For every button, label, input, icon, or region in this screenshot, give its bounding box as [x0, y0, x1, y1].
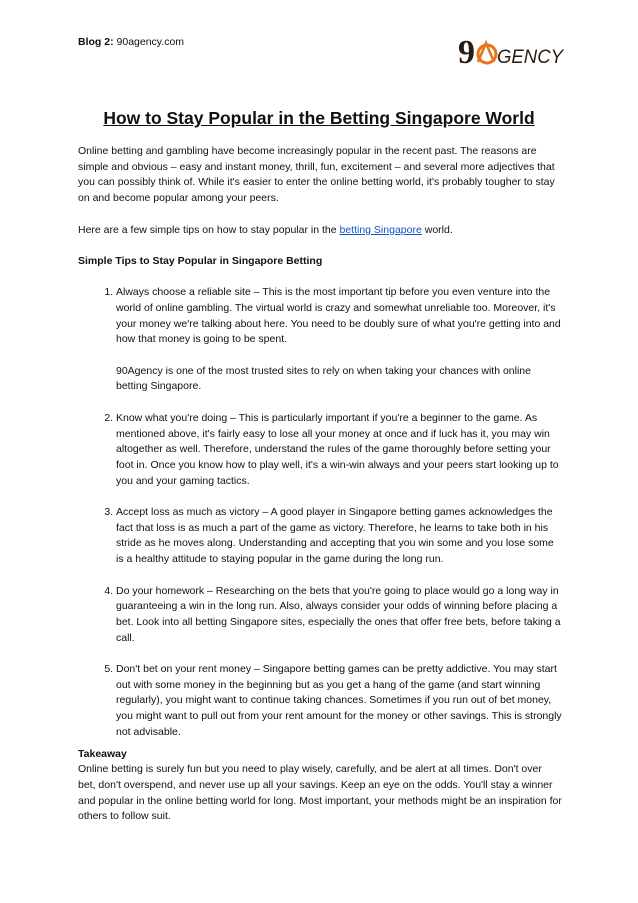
tips-heading: Simple Tips to Stay Popular in Singapore Betting — [78, 254, 323, 267]
takeaway-heading: Takeaway — [78, 747, 127, 760]
betting-singapore-link[interactable]: betting Singapore — [339, 223, 422, 236]
tips-intro-after: world. — [421, 223, 453, 236]
page-title: How to Stay Popular in the Betting Singapore World — [103, 108, 535, 128]
tip-text: 1. Always choose a reliable site – This is the most important tip before you even venture into the world of online gambling. The virtual world is crazy and somewhat unreliable too. Moreover, it's your money we're talking about here. You need to be doubly sure of what you're getting into and how that money is going to be spent. — [116, 286, 561, 346]
tip-text: 5. Don't bet on your rent money – Singapore betting games can be pretty addictive. You may start out with some money in the beginning but as you get a hang of the game (and start winning regularly), you might want to continue taking chances. Sometimes if you run out of bet money, you might want to pull out from your rent amount for the money or other savings. This is strongly not advisable. — [116, 663, 562, 738]
takeaway-text: Online betting is surely fun but you need to play wisely, carefully, and be alert at all times. Don't over bet, don't overspend, and never use up all your savings. Keep an eye on the odds. You'll stay a winner and popular in the online betting world for long. Most important, your methods might be an inspiration for others to follow suit. — [78, 763, 562, 823]
list-item — [116, 285, 562, 395]
tip-text: 4. Do your homework – Researching on the bets that you're going to place would go a long way in guaranteeing a win in the long run. Also, always consider your odds of winning before placing a bet. Look into all betting Singapore sites, especially the ones that offer free bets, before taking a call. — [116, 584, 561, 644]
svg-text:9: 9 — [458, 34, 475, 71]
tip-text: 3. Accept loss as much as victory – A good player in Singapore betting games acknowledges the fact that loss is as much a part of the game as victory. Therefore, he learns to take both in his stride as he moves along. Understanding and accepting that you win some and you lose some is a healthy attitude to staying popular in the game during the long run. — [116, 506, 554, 566]
tip-extra: 90Agency is one of the most trusted sites to rely on when taking your chances with online betting Singapore. — [116, 364, 531, 393]
svg-text:GENCY: GENCY — [497, 47, 565, 68]
blog-site: 90agency.com — [116, 36, 185, 48]
intro-paragraph: Online betting and gambling have become increasingly popular in the recent past. The reasons are simple and obvious – easy and instant money, thrill, fun, excitement – and several more adjectives that you can possibly think of. While it's easier to enter the online betting world, it's probably tougher to stay on and become popular among your peers. — [78, 145, 555, 205]
agency-logo — [458, 33, 566, 71]
list-item — [116, 662, 562, 741]
list-item — [116, 584, 562, 647]
tips-intro — [78, 223, 562, 239]
tip-text: 2. Know what you're doing – This is particularly important if you're a beginner to the game. As mentioned above, it's fairly easy to lose all your money at once and if luck has it, you may win altogether as well. Therefore, understand the rules of the game thoroughly before setting your foot in. Once you know how to play well, it's a win-win always and your peers start looking up to you and your gaming tactics. — [116, 411, 559, 487]
tips-list — [78, 285, 562, 740]
blog-label: Blog 2: — [78, 36, 114, 48]
article-body — [78, 144, 562, 825]
list-item — [116, 505, 562, 568]
tips-intro-before: Here are a few simple tips on how to stay popular in the — [78, 223, 340, 236]
list-item — [116, 411, 562, 490]
blog-header — [78, 35, 184, 49]
